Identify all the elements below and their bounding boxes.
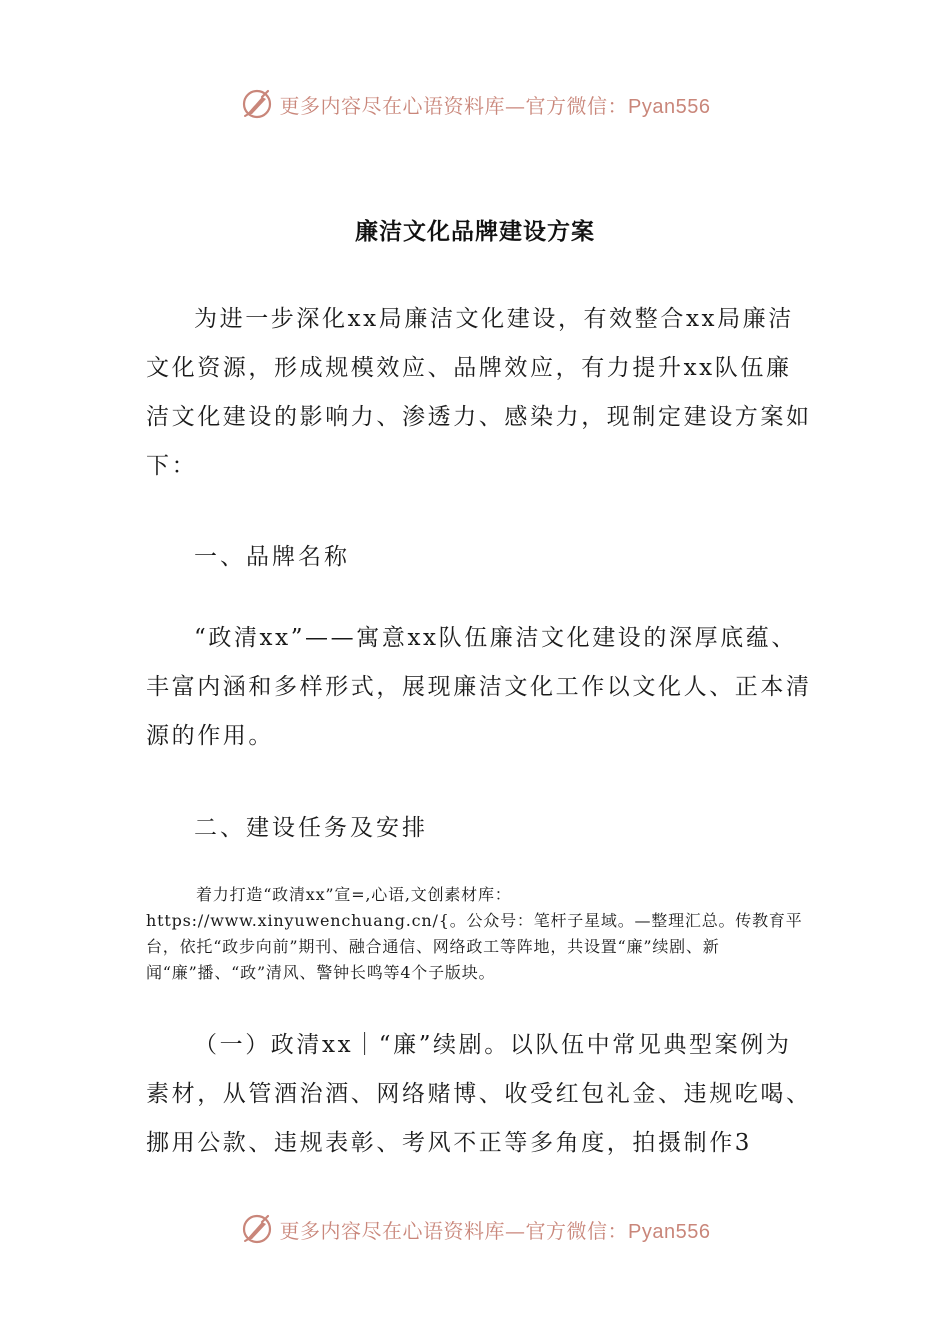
intro-paragraph: 为进一步深化xx局廉洁文化建设，有效整合xx局廉洁文化资源，形成规模效应、品牌效应，有力提升xx队伍廉洁文化建设的影响力、渗透力、感染力，现制定建设方案如下：	[146, 306, 812, 479]
header-watermark-banner	[0, 84, 950, 124]
watermark-text: 更多内容尽在心语资料库—官方微信：Pyan556	[279, 93, 711, 118]
document-title: 廉洁文化品牌建设方案	[355, 219, 595, 245]
item-one-paragraph: （一）政清xx｜“廉”续剧。以队伍中常见典型案例为素材，从管酒治酒、网络赌博、收受红包礼金、违规吃喝、挪用公款、违规表彰、考风不正等多角度，拍摄制作3	[146, 1032, 812, 1156]
watermark-text: 更多内容尽在心语资料库—官方微信：Pyan556	[279, 1218, 711, 1243]
quill-pen-logo-icon	[240, 1212, 274, 1246]
section-heading-tasks: 二、建设任务及安排	[194, 815, 428, 841]
quill-pen-logo-icon	[240, 87, 274, 121]
brand-name-paragraph: “政清xx”——寓意xx队伍廉洁文化建设的深厚底蕴、丰富内涵和多样形式，展现廉洁文化工作以文化人、正本清源的作用。	[146, 625, 812, 749]
section-heading-brand-name: 一、品牌名称	[194, 544, 350, 570]
footer-watermark-banner	[0, 1209, 950, 1249]
tasks-paragraph: 着力打造“政清xx”宣=,心语,文创素材库：https://www.xinyuwenchuang.cn/{。公众号：笔杆子星域。—整理汇总。传教育平台，依托“政步向前”期刊、融合通信、网络政工等阵地，共设置“廉”续剧、新闻“廉”播、“政”清风、警钟长鸣等4个子版块。	[146, 885, 803, 982]
